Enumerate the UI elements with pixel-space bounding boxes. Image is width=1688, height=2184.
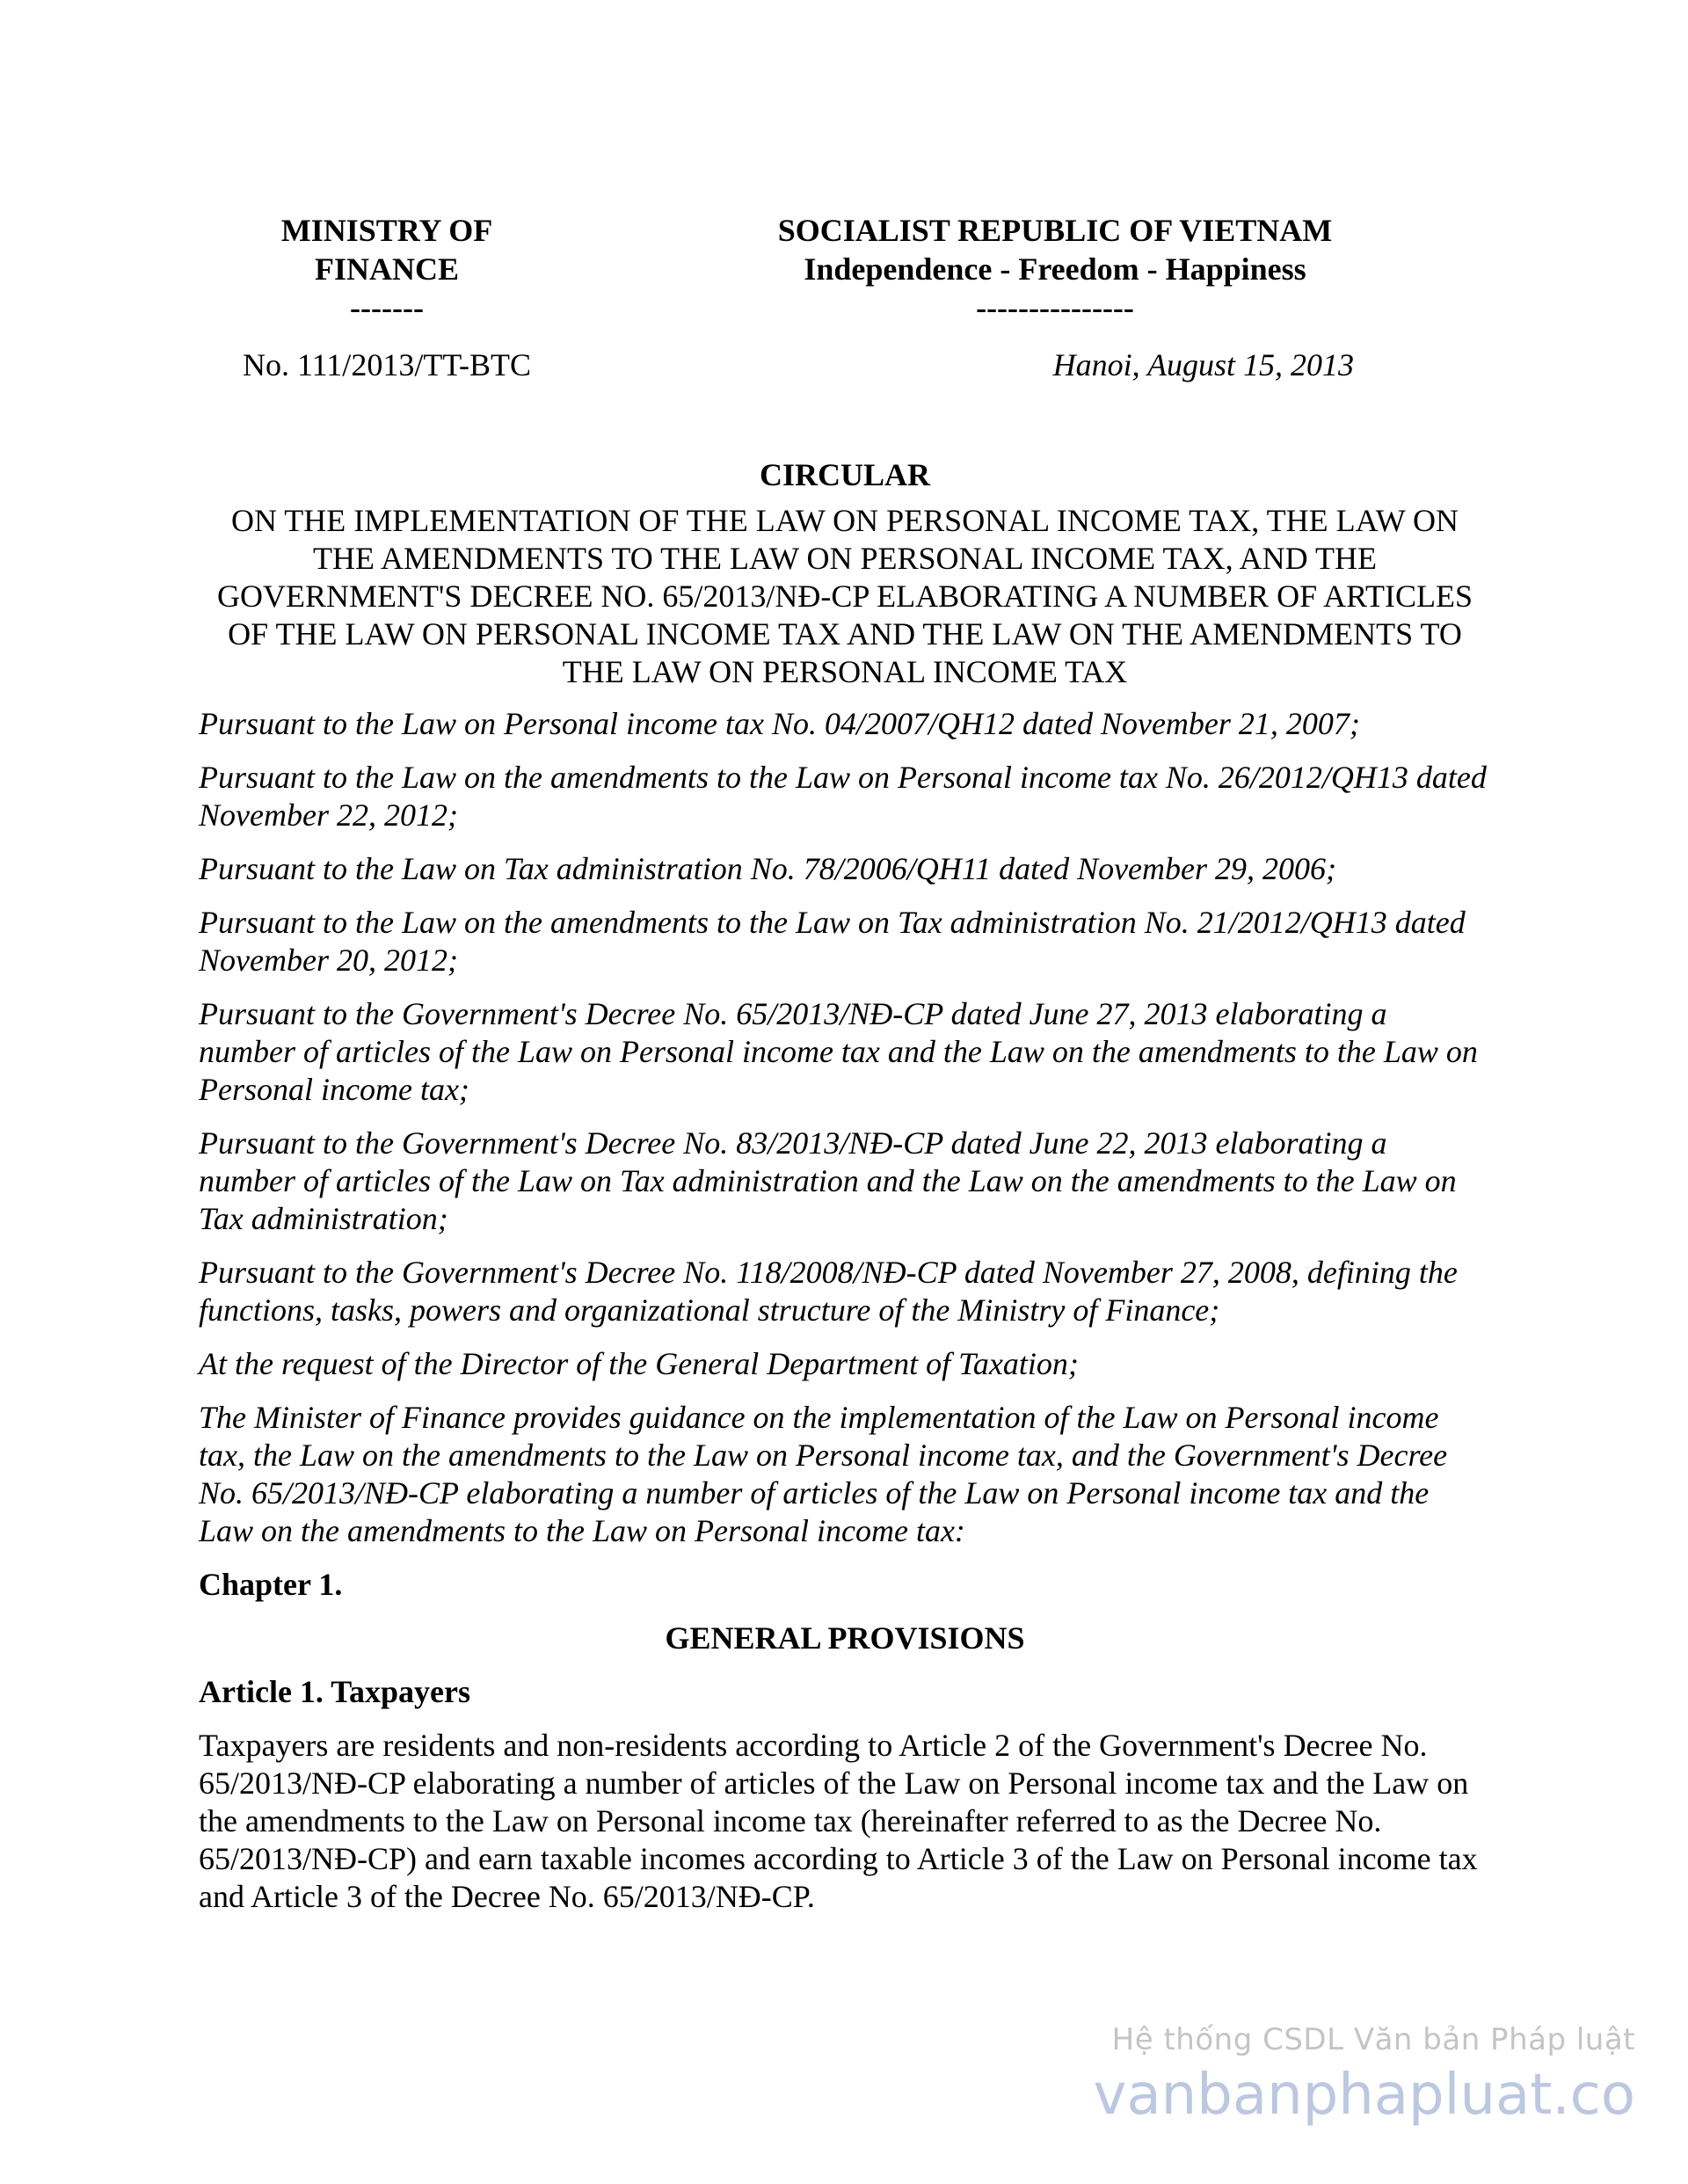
chapter-title: GENERAL PROVISIONS [665,1620,1025,1656]
watermark-site: vanbanphapluat.co [1093,2063,1635,2128]
republic-name: SOCIALIST REPUBLIC OF VIETNAM [777,213,1333,248]
watermark-caption: Hệ thống CSDL Văn bản Pháp luật [1111,2022,1635,2057]
preamble-paragraph: Pursuant to the Government's Decree No. 65/2013/NĐ-CP dated June 27, 2013 elaborating a number of articles of the Law on Personal income tax and the Law on the amendments to the Law on Personal income tax; [199,996,1478,1107]
document-number: No. 111/2013/TT-BTC [242,347,531,382]
ministry-name-line2: FINANCE [314,251,459,287]
preamble-paragraph: Pursuant to the Law on the amendments to the Law on Personal income tax No. 26/2012/QH13 dated November 22, 2012; [199,760,1487,833]
preamble-paragraph: At the request of the Director of the General Department of Taxation; [199,1346,1079,1381]
motto-divider: --------------- [976,290,1134,325]
preamble [199,705,1491,1550]
document-type-title: CIRCULAR [759,457,930,492]
ministry-header [207,211,567,327]
preamble-paragraph: Pursuant to the Law on Tax administration No. 78/2006/QH11 dated November 29, 2006; [199,851,1337,886]
preamble-paragraph: The Minister of Finance provides guidance on the implementation of the Law on Personal income tax, the Law on the amendments to the Law on Personal income tax, and the Government's Decree No. 65/2013/NĐ-CP elaborating a number of articles of the Law on Personal income tax and the Law on the amendments to the Law on Personal income tax: [199,1400,1448,1548]
article-body: Taxpayers are residents and non-residents according to Article 2 of the Government's Decree No. 65/2013/NĐ-CP elaborating a number of articles of the Law on Personal income tax and the Law on the amendments to the Law on Personal income tax (hereinafter referred to as the Decree No. 65/2013/NĐ-CP) and earn taxable incomes according to Article 3 of the Law on Personal income tax and Article 3 of the Decree No. 65/2013/NĐ-CP. [199,1728,1478,1914]
republic-header [615,211,1495,327]
document-subtitle: ON THE IMPLEMENTATION OF THE LAW ON PERSONAL INCOME TAX, THE LAW ON THE AMENDMENTS TO THE LAW ON PERSONAL INCOME TAX, AND THE GOVERNMENT'S DECREE NO. 65/2013/NĐ-CP ELABORATING A NUMBER OF ARTICLES OF THE LAW ON PERSONAL INCOME TAX AND THE LAW ON THE AMENDMENTS TO THE LAW ON PERSONAL INCOME TAX [216,503,1473,689]
watermark [1094,2020,1635,2128]
preamble-paragraph: Pursuant to the Law on Personal income tax No. 04/2007/QH12 dated November 21, 2007; [199,706,1360,741]
ministry-name-line1: MINISTRY OF [280,213,493,248]
chapter-label: Chapter 1. [199,1567,343,1602]
national-motto: Independence - Freedom - Happiness [804,251,1306,287]
article-title: Article 1. Taxpayers [199,1674,470,1709]
document-date: Hanoi, August 15, 2013 [1052,347,1354,382]
document-body [199,453,1491,1916]
preamble-paragraph: Pursuant to the Government's Decree No. 83/2013/NĐ-CP dated June 22, 2013 elaborating a number of articles of the Law on Tax administration and the Law on the amendments to the Law on Tax administration; [199,1125,1457,1236]
preamble-paragraph: Pursuant to the Government's Decree No. 118/2008/NĐ-CP dated November 27, 2008, defining the functions, tasks, powers and organizational structure of the Ministry of Finance; [199,1255,1458,1328]
preamble-paragraph: Pursuant to the Law on the amendments to the Law on Tax administration No. 21/2012/QH13 dated November 20, 2012; [199,905,1466,978]
ministry-divider: ------- [350,290,424,325]
